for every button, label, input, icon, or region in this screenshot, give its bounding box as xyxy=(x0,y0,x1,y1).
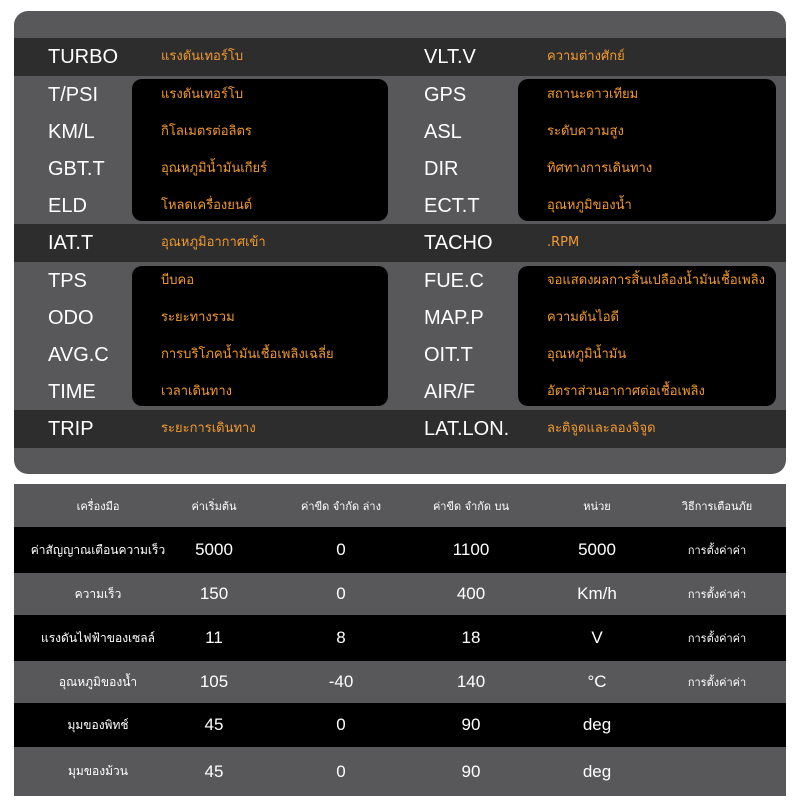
parameter-code: ELD xyxy=(48,195,87,217)
band-row-1 xyxy=(14,38,786,76)
parameter-description: อุณหภูมิอากาศเข้า xyxy=(161,235,266,250)
parameter-code: VLT.V xyxy=(424,46,476,68)
table-header-cell: ค่าขีด จำกัด ล่าง xyxy=(301,499,381,513)
table-header-row xyxy=(14,484,786,527)
table-cell-upper: 400 xyxy=(456,584,486,603)
table-cell-lower: 0 xyxy=(336,584,346,603)
table-row xyxy=(14,703,786,747)
parameter-description: เวลาเดินทาง xyxy=(161,384,232,399)
table-row xyxy=(14,615,786,661)
table-cell-lower: -40 xyxy=(328,672,354,691)
table-cell-unit: deg xyxy=(582,761,612,781)
table-cell-instrument: ความเร็ว xyxy=(74,586,122,601)
table-cell-alert-method xyxy=(648,703,786,747)
parameter-code: TRIP xyxy=(48,418,94,440)
parameter-code: GPS xyxy=(424,84,467,106)
table-cell-unit: °C xyxy=(587,672,607,691)
parameter-code: OIT.T xyxy=(424,344,473,366)
table-cell-upper: 90 xyxy=(461,715,481,734)
parameter-code: T/PSI xyxy=(48,84,99,106)
parameter-code: ASL xyxy=(424,121,462,143)
parameter-description: การบริโภคน้ำมันเชื้อเพลิงเฉลี่ย xyxy=(161,347,334,362)
table-cell-default: 45 xyxy=(204,761,224,781)
table-cell-lower: 8 xyxy=(336,628,346,647)
table-cell-unit: V xyxy=(591,628,603,647)
parameter-description: โหลดเครื่องยนต์ xyxy=(161,198,253,213)
parameter-code: DIR xyxy=(424,158,459,180)
parameter-code: ODO xyxy=(48,307,94,329)
parameter-description: ระยะการเดินทาง xyxy=(161,421,256,436)
table-row xyxy=(14,527,786,573)
parameter-description: แรงดันเทอร์โบ xyxy=(161,49,244,64)
band-row-11 xyxy=(14,410,786,448)
parameter-description: กิโลเมตรต่อลิตร xyxy=(161,124,252,139)
table-cell-lower: 0 xyxy=(336,540,346,559)
parameter-description: บีบคอ xyxy=(161,273,195,288)
parameter-code: FUE.C xyxy=(424,270,484,292)
table-cell-instrument: มุมของม้วน xyxy=(68,764,128,778)
table-header-cell: วิธีการเตือนภัย xyxy=(681,499,753,513)
parameter-code: AIR/F xyxy=(424,381,476,403)
parameter-code: MAP.P xyxy=(424,307,484,329)
parameter-code: IAT.T xyxy=(48,232,94,254)
parameter-code: TPS xyxy=(48,270,87,292)
table-cell-instrument: แรงดันไฟฟ้าของเซลล์ xyxy=(40,630,156,645)
parameter-description: ความดันไอดี xyxy=(547,310,619,325)
table-cell-instrument: อุณหภูมิของน้ำ xyxy=(58,674,138,689)
parameter-description: อุณหภูมิน้ำมันเกียร์ xyxy=(161,161,268,176)
parameter-description: ระดับความสูง xyxy=(547,124,624,139)
table-cell-alert-method: การตั้งค่าค่า xyxy=(687,676,747,689)
table-cell-unit: 5000 xyxy=(578,540,616,559)
table-cell-instrument: มุมของพิทช์ xyxy=(67,717,129,732)
table-header-cell: เครื่องมือ xyxy=(76,499,120,513)
alarm-settings-table xyxy=(14,484,786,796)
table-cell-upper: 18 xyxy=(461,628,481,647)
table-header-cell: ค่าขีด จำกัด บน xyxy=(432,499,510,513)
parameter-code: GBT.T xyxy=(48,158,105,180)
parameter-description: จอแสดงผลการสิ้นเปลืองน้ำมันเชื้อเพลิง xyxy=(547,273,765,288)
table-cell-upper: 90 xyxy=(461,761,481,781)
table-cell-default: 45 xyxy=(204,715,224,734)
table-cell-alert-method xyxy=(648,747,786,796)
table-cell-default: 150 xyxy=(199,584,229,603)
parameter-description: อุณหภูมิน้ำมัน xyxy=(547,347,627,362)
parameter-code: AVG.C xyxy=(48,344,109,366)
parameter-description: ทิศทางการเดินทาง xyxy=(547,161,653,176)
table-cell-instrument: ค่าสัญญาณเตือนความเร็ว xyxy=(30,542,166,557)
table-row xyxy=(14,747,786,796)
parameter-description: แรงดันเทอร์โบ xyxy=(161,87,244,102)
parameter-code: TURBO xyxy=(48,46,118,68)
parameter-description: ระยะทางรวม xyxy=(161,310,235,325)
parameter-code: ECT.T xyxy=(424,195,480,217)
table-cell-lower: 0 xyxy=(336,761,346,781)
parameter-description: ละติจูดและลองจิจูด xyxy=(547,421,656,436)
parameter-panel xyxy=(14,11,786,474)
table-cell-alert-method: การตั้งค่าค่า xyxy=(687,588,747,601)
parameter-code: LAT.LON. xyxy=(424,418,510,440)
table-cell-default: 105 xyxy=(199,672,229,691)
table-cell-default: 5000 xyxy=(195,540,233,559)
table-row xyxy=(14,573,786,615)
table-header-cell: หน่วย xyxy=(583,499,611,513)
table-cell-lower: 0 xyxy=(336,715,346,734)
table-cell-alert-method: การตั้งค่าค่า xyxy=(687,632,747,645)
parameter-description: สถานะดาวเทียม xyxy=(547,87,639,102)
table-row xyxy=(14,661,786,703)
table-cell-upper: 140 xyxy=(456,672,486,691)
table-cell-upper: 1100 xyxy=(452,540,490,559)
table-header-cell: ค่าเริ่มต้น xyxy=(191,499,237,513)
parameter-description: .RPM xyxy=(547,235,580,250)
parameter-description: อัตราส่วนอากาศต่อเชื้อเพลิง xyxy=(547,384,705,399)
table-cell-alert-method: การตั้งค่าค่า xyxy=(687,544,747,557)
table-cell-unit: deg xyxy=(582,715,612,734)
parameter-description: อุณหภูมิของน้ำ xyxy=(547,198,632,213)
parameter-description: ความต่างศักย์ xyxy=(547,49,625,64)
parameter-code: KM/L xyxy=(48,121,95,143)
table-cell-default: 11 xyxy=(205,628,223,647)
parameter-code: TACHO xyxy=(424,232,493,254)
band-row-6 xyxy=(14,224,786,262)
parameter-code: TIME xyxy=(48,381,96,403)
table-cell-unit: Km/h xyxy=(577,584,617,603)
